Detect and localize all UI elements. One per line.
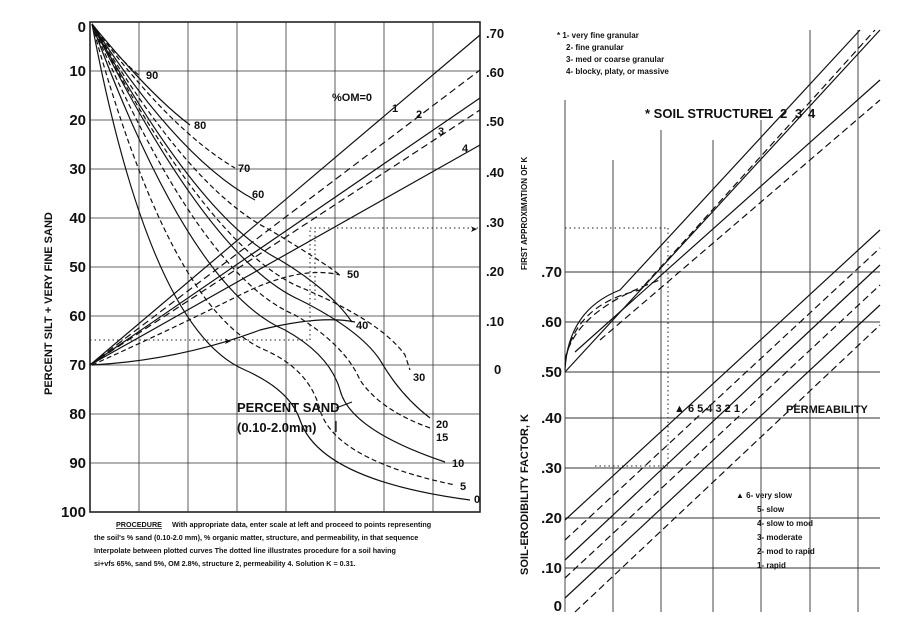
sand-label: 80: [194, 120, 207, 132]
arrow-mark-2: ➤: [470, 224, 478, 234]
perm-line-1: [565, 230, 880, 520]
sand-label: 15: [436, 432, 449, 444]
permeability-legend: [736, 491, 815, 570]
sand-label: 90: [146, 70, 159, 82]
k-axis-label-right: SOIL-ERODIBILITY FACTOR, K: [519, 414, 531, 575]
procedure-line: the soil's % sand (0.10-2.0 mm), % organic matter, structure, and permeability, in that sequence: [94, 533, 419, 542]
structure-numbers: [766, 106, 816, 121]
sand-label: 50: [347, 269, 360, 281]
svg-text:▲ 6- very slow: ▲ 6- very slow: [736, 491, 792, 500]
svg-text:PROCEDURE: [116, 520, 162, 529]
sand-label: 0: [474, 494, 481, 506]
sand-label: 40: [356, 320, 369, 332]
k-tick: .70: [486, 26, 505, 41]
svg-text:3: 3: [795, 106, 803, 121]
om-line-0: [90, 35, 480, 365]
k-tick: .40: [486, 165, 505, 180]
om-label-4: 4: [462, 143, 469, 155]
y-tick: 50: [69, 259, 86, 276]
structure-lines: [565, 30, 880, 372]
procedure-label: PROCEDURE: [116, 520, 162, 529]
procedure-line: Interpolate between plotted curves The dotted line illustrates procedure for a soil having: [94, 546, 396, 555]
structure-line-1: [565, 30, 860, 370]
legend-line: * 1- very fine granular: [557, 31, 639, 40]
om-label-0: %OM=0: [332, 92, 373, 104]
svg-text:.10: .10: [541, 560, 562, 577]
sand-label: 10: [452, 458, 465, 470]
k-tick: .60: [486, 65, 505, 80]
k-axis-label-left: FIRST APPROXIMATION OF K: [520, 156, 529, 270]
perm-line-5: [565, 305, 880, 598]
percent-sand-range: (0.10-2.0mm): [237, 420, 317, 435]
legend-line: 4- blocky, platy, or massive: [566, 67, 669, 76]
sand-label: 30: [413, 372, 426, 384]
y-tick: 40: [69, 210, 86, 227]
y-tick: 20: [69, 112, 86, 129]
k-axis-ticks-left: [486, 26, 504, 377]
y-tick: 30: [69, 161, 86, 178]
legend-line: 2- fine granular: [566, 43, 624, 52]
k-tick: 0: [494, 362, 502, 377]
y-tick: 60: [69, 308, 86, 325]
svg-text:.20: .20: [541, 510, 562, 527]
procedure-line: With appropriate data, enter scale at left and proceed to points representing: [172, 520, 432, 529]
sand-label: 60: [252, 189, 265, 201]
left-chart: [43, 19, 529, 521]
svg-text:.70: .70: [541, 264, 562, 281]
y-tick: 90: [69, 455, 86, 472]
sand-curve-5: [92, 24, 455, 485]
y-tick: 80: [69, 406, 86, 423]
svg-text:1: 1: [766, 106, 774, 121]
example-path: [90, 228, 480, 340]
y-tick: 100: [60, 504, 86, 521]
sand-curve-15: [92, 24, 430, 428]
k-tick: .50: [486, 114, 505, 129]
svg-text:1- rapid: 1- rapid: [757, 561, 786, 570]
left-grid: [90, 22, 480, 512]
y-tick: 0: [77, 19, 86, 36]
svg-text:4- slow to mod: 4- slow to mod: [757, 519, 813, 528]
y-axis-ticks: [61, 19, 86, 521]
om-lines: [90, 35, 480, 365]
k-tick: .30: [486, 215, 505, 230]
k-tick: .10: [486, 314, 505, 329]
structure-line-2: [565, 30, 875, 365]
svg-text:.30: .30: [541, 460, 562, 477]
y-tick: 70: [69, 357, 86, 374]
perm-line-2: [565, 248, 880, 540]
svg-text:.50: .50: [541, 364, 562, 381]
legend-line: 3- med or coarse granular: [566, 55, 665, 64]
arrow-mark-1: ➤: [224, 336, 232, 346]
procedure-text: [94, 520, 431, 568]
svg-text:2- mod to rapid: 2- mod to rapid: [757, 547, 815, 556]
structure-line-3: [565, 30, 880, 372]
sand-label: 70: [238, 163, 251, 175]
om-line-4: [90, 145, 480, 365]
y-tick: 10: [69, 63, 86, 80]
svg-text:5- slow: 5- slow: [757, 505, 785, 514]
percent-sand-label: PERCENT SAND: [237, 400, 340, 415]
sand-curve-30: [92, 24, 410, 370]
structure-legend: [557, 31, 669, 76]
soil-structure-title: * SOIL STRUCTURE: [645, 106, 768, 121]
right-chart: [519, 30, 880, 615]
y-axis-label: PERCENT SILT + VERY FINE SAND: [43, 212, 55, 395]
om-label-1: 1: [392, 103, 399, 115]
svg-text:4: 4: [808, 106, 816, 121]
procedure-line: si+vfs 65%, sand 5%, OM 2.8%, structure 2, permeability 4. Solution K = 0.31.: [94, 559, 356, 568]
permeability-title: PERMEABILITY: [786, 404, 868, 416]
om-label-2: 2: [416, 109, 423, 121]
svg-text:0: 0: [553, 598, 562, 615]
k-tick: .20: [486, 264, 505, 279]
k-axis-ticks-right: [541, 264, 562, 615]
sand-curve-labels: [146, 70, 480, 506]
sand-label: 5: [460, 481, 467, 493]
sand-label: 20: [436, 419, 449, 431]
permeability-numbers: ▲ 6 5 4 3 2 1: [674, 403, 740, 415]
svg-text:2: 2: [780, 106, 788, 121]
permeability-lines: [565, 230, 880, 612]
svg-text:.40: .40: [541, 410, 562, 427]
sand-curve-50: [92, 24, 340, 275]
svg-text:3- moderate: 3- moderate: [757, 533, 803, 542]
om-label-3: 3: [438, 126, 445, 138]
svg-text:.60: .60: [541, 314, 562, 331]
